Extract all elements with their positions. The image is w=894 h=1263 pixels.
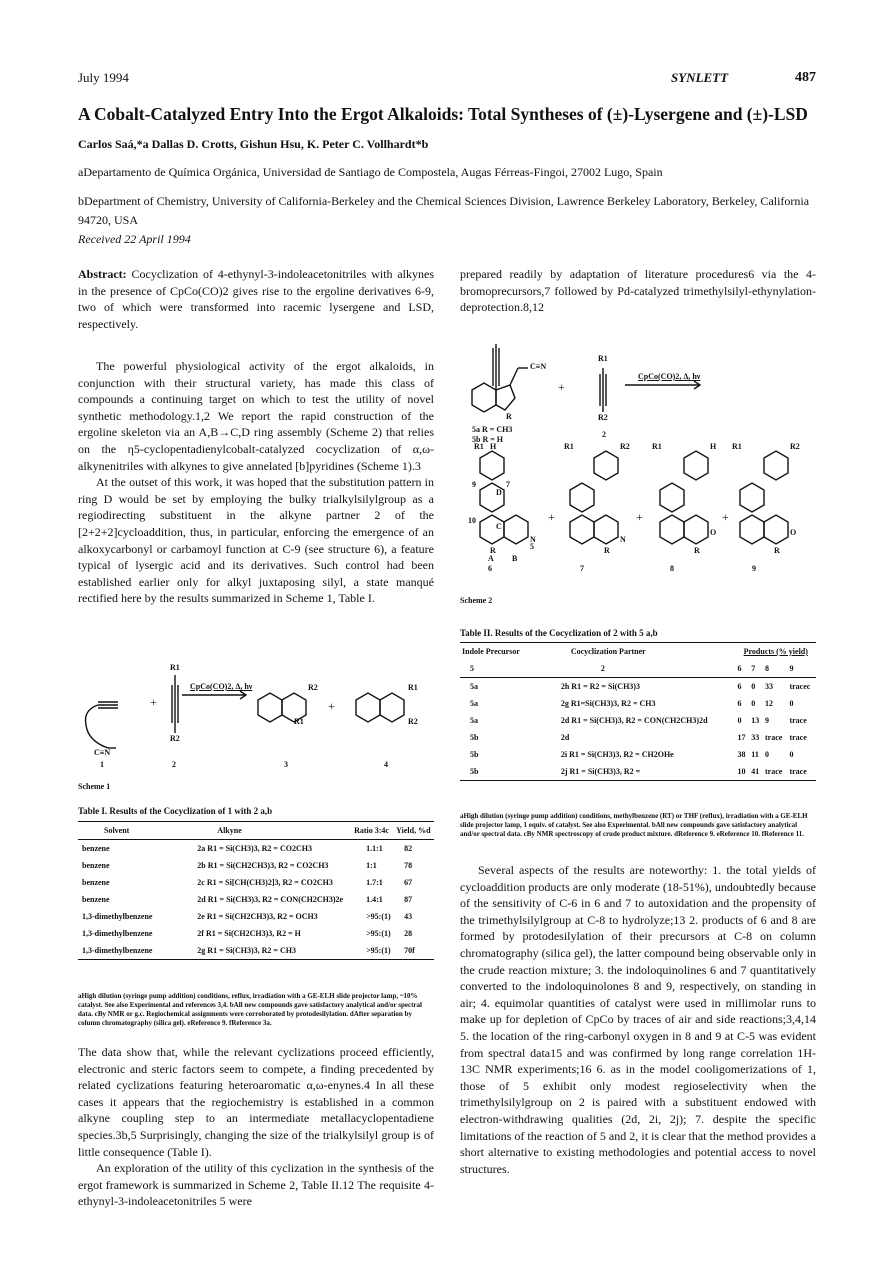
table-2-cell: tracec — [789, 682, 811, 691]
table-2-cell: 2d R1 = Si(CH3)3, R2 = CON(CH2CH3)2d — [560, 716, 708, 725]
received-date: Received 22 April 1994 — [78, 232, 191, 246]
table-2-header: Cocyclization Partner — [570, 647, 646, 656]
table-1-cell: 2f R1 = Si(CH2CH3)3, R2 = H — [197, 929, 301, 938]
table-2-cell: 6 — [737, 699, 742, 708]
table-2-cell: 0 — [789, 699, 794, 708]
table-2-cell: 0 — [737, 716, 742, 725]
discussion-paragraph-1: The data show that, while the relevant cyclizations proceed efficiently, electronic and steric factors seem to compete, a finding precedented by related cyclizations featuring heteroaromatic α,ω-enynes.4 In all these cases it appears that the regiochemistry is established in a common alkyne coupling step to an intermediate metallacyclopentadiene species.3b,5 Surprisingly, changing the size of the trialkylsilyl group is of little consequence (Table I). — [78, 1045, 434, 1159]
product-9-label: 9 — [752, 564, 756, 573]
table-2-subheader: 6 — [737, 664, 742, 673]
scheme1-r1: R1 — [170, 663, 180, 672]
table-2-row — [460, 729, 816, 746]
product-6-r1: R1 — [474, 442, 484, 451]
scheme1-reagent: CpCo(CO)2, Δ, hν — [190, 682, 253, 691]
table-1-row — [78, 857, 434, 874]
product-8-h: H — [710, 442, 717, 451]
table-2-cell: 5b — [470, 733, 479, 742]
scheme2-r1: R1 — [598, 354, 608, 363]
scheme2-nitrile: C≡N — [530, 362, 547, 371]
scheme2-indole-r: R — [506, 412, 512, 421]
table-1-cell: 2e R1 = Si(CH2CH3)3, R2 = OCH3 — [197, 912, 318, 921]
table-2-cell: 10 — [737, 767, 746, 776]
table-2-subheader: 7 — [751, 664, 756, 673]
table-2-cell: 2d — [560, 733, 570, 742]
abstract-label: Abstract: — [78, 267, 127, 281]
scheme-1: C≡N R1 R2 + + CpCo(CO)2, Δ, hν R2 R1 R1 R2 1 2 3 4 Scheme 1 — [78, 655, 434, 795]
abstract — [78, 266, 434, 332]
table-1-cell: benzene — [82, 895, 110, 904]
compound-1-label: 1 — [100, 760, 104, 769]
table-1-cell: 43 — [404, 912, 413, 921]
table-1-cell: 1.1:1 — [366, 844, 383, 853]
scheme1-4-r2: R2 — [408, 717, 418, 726]
table-2-cell: 33 — [751, 733, 760, 742]
table-1-cell: 1,3-dimethylbenzene — [82, 946, 153, 955]
table-2-row — [460, 712, 816, 729]
table-2-cell: 5a — [470, 716, 478, 725]
table-1-caption: Table I. Results of the Cocyclization of 1 with 2 a,b — [78, 806, 273, 816]
product-7-n: N — [620, 535, 626, 544]
locant-5: 5 — [530, 542, 534, 551]
table-2-subheader: 5 — [470, 664, 474, 673]
product-7-r: R — [604, 546, 610, 555]
table-2-cell: 0 — [751, 699, 756, 708]
product-7-r2: R2 — [620, 442, 630, 451]
table-1-cell: 1.4:1 — [366, 895, 383, 904]
table-1-cell: 82 — [404, 844, 413, 853]
product-8-label: 8 — [670, 564, 674, 573]
abstract-text: Cocyclization of 4-ethynyl-3-indoleacetonitriles with alkynes in the presence of CpCo(CO)2 gives rise to the ergoline derivatives 6-9, two of which were transformed into racemic lysergene and LSD, respectively. — [78, 267, 435, 331]
table-2-cell: 2h R1 = R2 = Si(CH3)3 — [560, 682, 640, 691]
table-2-cell: 5b — [470, 767, 479, 776]
table-1-cell: 1:1 — [366, 861, 377, 870]
table-2-cell: 11 — [751, 750, 759, 759]
ring-label-D: D — [496, 488, 502, 497]
product-7-label: 7 — [580, 564, 584, 573]
right-intro — [460, 266, 816, 316]
scheme1-4-r1: R1 — [408, 683, 418, 692]
product-6-label: 6 — [488, 564, 492, 573]
intro-text — [78, 358, 434, 607]
table-2-cell: 9 — [765, 716, 770, 725]
table-1-cell: 87 — [404, 895, 413, 904]
ring-label-B: B — [512, 554, 518, 563]
table-2-cell: 6 — [737, 682, 742, 691]
author-list: Carlos Saá,*a Dallas D. Crotts, Gishun Hsu, K. Peter C. Vollhardt*b — [78, 137, 429, 151]
compound-4-label: 4 — [384, 760, 388, 769]
table-2-footnote: aHigh dilution (syringe pump addition) conditions, methylbenzene (RT) or THF (reflux), irradiation with a GE-ELH slide projector lamp, 1 equiv. of catalyst. See also Experimental. bAll new compounds gave satisfactory analytical and/or spectral data. cBy NMR spectroscopy of crude product mixture. dReference 9. eReference 10. fReference 11. — [460, 812, 808, 838]
table-2-cell: 33 — [765, 682, 774, 691]
scheme1-3-r1: R1 — [294, 717, 304, 726]
substituent-5a: 5a R = CH3 — [472, 425, 513, 434]
scheme2-r2: R2 — [598, 413, 608, 422]
scheme2-compound-2: 2 — [602, 430, 606, 439]
scheme1-3-r2: R2 — [308, 683, 318, 692]
table-2-cell: 41 — [751, 767, 760, 776]
header-journal: SYNLETT — [671, 70, 729, 85]
product-8-o: O — [710, 528, 717, 537]
table-1-cell: >95:(1) — [366, 946, 391, 955]
table-1-cell: >95:(1) — [366, 929, 391, 938]
table-2-cell: trace — [789, 716, 807, 725]
table-1-header: Solvent — [104, 826, 130, 835]
table-1-cell: 2g R1 = Si(CH3)3, R2 = CH3 — [197, 946, 296, 955]
table-2-cell: trace — [789, 733, 807, 742]
header-date: July 1994 — [78, 70, 129, 85]
table-2-cell: 0 — [765, 750, 770, 759]
table-2-cell: 13 — [751, 716, 760, 725]
table-1-row — [78, 891, 434, 908]
table-1-header: Ratio 3:4c — [354, 826, 389, 835]
table-1-cell: 2a R1 = Si(CH3)3, R2 = CO2CH3 — [197, 844, 312, 853]
paper-title: A Cobalt-Catalyzed Entry Into the Ergot Alkaloids: Total Syntheses of (±)-Lysergene and (±)-LSD — [78, 104, 808, 124]
scheme2-reagent: CpCo(CO)2, Δ, hν — [638, 372, 701, 381]
intro-paragraph-1: The powerful physiological activity of the ergot alkaloids, in conjunction with their structural variety, has made this class of compounds a continuing target on which to test the utility of novel synthetic methodology.1,2 We report the rapid construction of the ergoline skeleton via an A,B→C,D ring assembly (Scheme 2) that relies on the η5-cyclopentadienylcobalt-catalyzed cocyclization of α,ω-alkynenitriles with alkynes to give annelated [b]pyridines (Scheme 1).3 — [78, 359, 434, 473]
table-1-cell: 70f — [404, 946, 415, 955]
table-1-cell: 2c R1 = Si[CH(CH3)2]3, R2 = CO2CH3 — [197, 878, 333, 887]
table-1-header: Alkyne — [217, 826, 242, 835]
table-1-cell: benzene — [82, 844, 110, 853]
product-9-r1: R1 — [732, 442, 742, 451]
results-paragraph: Several aspects of the results are noteworthy: 1. the total yields of cycloaddition products are only moderate (18-51%), undoubtedly because of the sensitivity of C-6 in 6 and 7 to autoxidation and the propensity of the trimethylsilylgroup at C-8 to hydrolyze;13 2. products of 6 and 8 are formed by protodesilylation of their precursors at C-8 on column chromatography (silica gel), the latter compound being observable only in the crude reaction mixture; 3. the indoloquinolines 6 and 7 quantitatively converted to the indoloquinolones 8 and 9, respectively, on standing in air; 4. equimolar quantities of catalyst were used in millimolar runs to make up for depletion of CpCo by traces of air and side reactions;3,4,14 5. the location of the ring-carbonyl oxygen in 8 and 9 at C-5 was evident from spectral data15 and was confirmed by long range correlation 1H-13C NMR experiments;16 6. as in the model cooligomerizations of 1, those of 5 exhibit only modest regioselectivity when the trimethylsilylgroup on 2 is paired with a substituent endowed with electron-withdrawing qualities (2d, 2i, 2j); 7. despite the specific limitations of the reaction of 5 and 2, it is clear that the method provides a short alternative to existing methodologies and potential access to novel structures. — [460, 863, 816, 1176]
table-2-cell: 5a — [470, 682, 478, 691]
product-9-r: R — [774, 546, 780, 555]
affiliation-a: aDepartamento de Química Orgánica, Universidad de Santiago de Compostela, Augas Férreas-Fingoi, 27002 Lugo, Spain — [78, 165, 663, 179]
table-1-row — [78, 908, 434, 925]
product-8-r1: R1 — [652, 442, 662, 451]
table-2-subheader: 9 — [789, 664, 794, 673]
right-paragraph-1: prepared readily by adaptation of literature procedures6 via the 4-bromoprecursors,7 followed by Pd-catalyzed trimethylsilyl-ethynylation-deprotection.8,12 — [460, 267, 816, 315]
product-6-n: N — [530, 535, 536, 544]
table-2-cell: trace — [765, 733, 783, 742]
product-9-r2: R2 — [790, 442, 800, 451]
table-1-row — [78, 840, 434, 858]
table-2-subheader: 8 — [765, 664, 770, 673]
compound-2-label: 2 — [172, 760, 176, 769]
table-2-cell: 38 — [737, 750, 746, 759]
table-2-cell: 0 — [751, 682, 756, 691]
product-6-r: R — [490, 546, 496, 555]
table-1-row — [78, 874, 434, 891]
locant-10: 10 — [468, 516, 476, 525]
table-1-cell: >95:(1) — [366, 912, 391, 921]
table-1-cell: benzene — [82, 861, 110, 870]
product-9-o: O — [790, 528, 797, 537]
table-1-cell: benzene — [82, 878, 110, 887]
locant-9: 9 — [472, 480, 476, 489]
product-7-r1: R1 — [564, 442, 574, 451]
affiliation-b: bDepartment of Chemistry, University of California-Berkeley and the Chemical Sciences Division, Lawrence Berkeley Laboratory, Berkeley, California 94720, USA — [78, 194, 810, 227]
table-1-header: Yield, %d — [396, 826, 431, 835]
scheme1-nitrile-label: C≡N — [94, 748, 111, 757]
ring-label-A: A — [488, 554, 494, 563]
table-2-cell: 12 — [765, 699, 774, 708]
table-2-cell: 2j R1 = Si(CH3)3, R2 = — [560, 767, 641, 776]
table-1-cell: 1.7:1 — [366, 878, 383, 887]
table-1-cell: 2d R1 = Si(CH3)3, R2 = CON(CH2CH3)2e — [197, 895, 344, 904]
scheme-1-drawing — [78, 655, 434, 795]
table-1-cell: 2b R1 = Si(CH2CH3)3, R2 = CO2CH3 — [197, 861, 329, 870]
product-8-r: R — [694, 546, 700, 555]
table-2-subheader: 2 — [600, 664, 605, 673]
table-2-cell: 0 — [789, 750, 794, 759]
table-1-cell: 67 — [404, 878, 413, 887]
table-2-cell: 5b — [470, 750, 479, 759]
table-2-row — [460, 746, 816, 763]
header-page: 487 — [795, 70, 816, 85]
table-1-row — [78, 942, 434, 960]
scheme1-r2: R2 — [170, 734, 180, 743]
table-2 — [460, 642, 816, 781]
table-1 — [78, 821, 434, 960]
scheme-1-label: Scheme 1 — [78, 782, 111, 791]
table-2-cell: trace — [789, 767, 807, 776]
table-2-cell: 17 — [737, 733, 746, 742]
table-2-header: Products (% yield) — [743, 647, 808, 656]
table-2-header: Indole Precursor — [462, 647, 520, 656]
table-2-cell: 5a — [470, 699, 478, 708]
compound-3-label: 3 — [284, 760, 288, 769]
results-text — [460, 862, 816, 1177]
table-2-caption: Table II. Results of the Cocyclization of 2 with 5 a,b — [460, 628, 658, 638]
intro-paragraph-2: At the outset of this work, it was hoped that the substitution pattern in ring D would be set by employing the bulky trialkylsilylgroup as a regiodirecting substituent in the alkyne partner 2 of the [2+2+2]cycloaddition, thus, in particular, enforcing the emergence of an alkoxycarbonyl or carbamoyl function at C-9 (see structure 6), a feature typical of lysergic acid and its derivatives. Such control had been established earlier only for alkyl juxtaposing silyl, a state manqué rectified here by the results summarized in Scheme 1, Table I. — [78, 475, 434, 606]
table-1-cell: 28 — [404, 929, 413, 938]
table-2-row — [460, 678, 816, 696]
table-2-cell: trace — [765, 767, 783, 776]
table-1-row — [78, 925, 434, 942]
discussion-left — [78, 1044, 434, 1210]
table-2-row — [460, 695, 816, 712]
table-2-row — [460, 763, 816, 781]
table-1-cell: 1,3-dimethylbenzene — [82, 912, 153, 921]
substituent-5b: 5b R = H — [472, 435, 504, 444]
table-1-footnote: aHigh dilution (syringe pump addition) conditions, reflux, irradiation with a GE-ELH slide projector lamp, ~10% catalyst. See also Experimental and references 3,4. bAll new compounds gave satisfactory analytical and/or spectral data. cBy NMR or g.c. Regiochemical assignments were corroborated by protodesilylation. dAfter separation by column chromatography (silica gel). eReference 9. fReference 3a. — [78, 992, 422, 1027]
discussion-paragraph-2: An exploration of the utility of this cyclization in the synthesis of the ergot framework is summarized in Scheme 2, Table II.12 The requisite 4-ethynyl-3-indoleacetonitriles 5 were — [78, 1161, 434, 1209]
table-2-cell: 2i R1 = Si(CH3)3, R2 = CH2OHe — [560, 750, 674, 759]
scheme-2: C≡N R1 R2 R + CpCo(CO)2, Δ, hν 5a R = CH3 5b R = H 2 D C A B 7 9 10 5 R1 R1 R1 R1 R2 H R2 H N N O O R R R R + + + 6 7 8 9 Scheme 2 — [460, 330, 816, 610]
table-1-cell: 1,3-dimethylbenzene — [82, 929, 153, 938]
scheme-2-label: Scheme 2 — [460, 596, 493, 605]
product-6-h: H — [490, 442, 497, 451]
locant-7: 7 — [506, 480, 510, 489]
table-2-cell: 2g R1=Si(CH3)3, R2 = CH3 — [560, 699, 656, 708]
ring-label-C: C — [496, 522, 502, 531]
table-1-cell: 78 — [404, 861, 413, 870]
